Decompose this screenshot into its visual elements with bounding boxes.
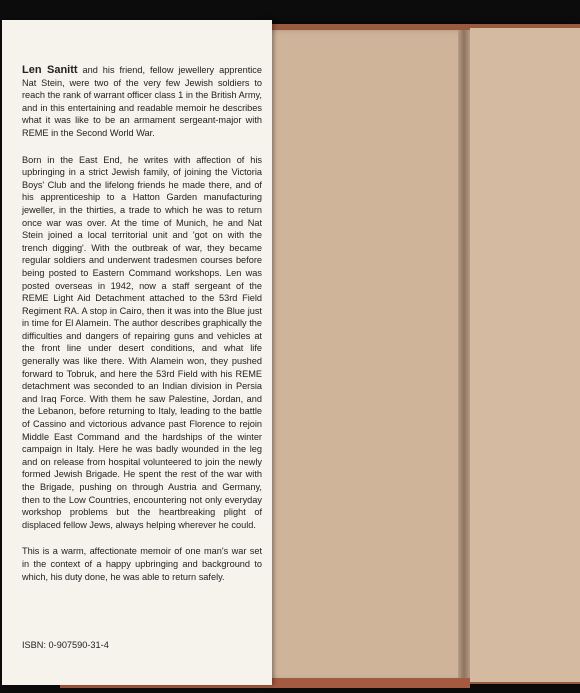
endpaper-page [270, 30, 468, 680]
flyleaf-page [470, 28, 580, 682]
author-name: Len Sanitt [22, 64, 78, 76]
blurb-paragraph-3: This is a warm, affectionate memoir of one man's war set in the context of a happy upbringing and background to which, his duty done, he was able to return safely. [22, 546, 262, 582]
dust-jacket-flap [2, 20, 272, 685]
flap-blurb [22, 64, 262, 597]
blurb-paragraph-1 [22, 64, 262, 140]
blurb-paragraph-2: Born in the East End, he writes with affection of his upbringing in a strict Jewish family, of joining the Victoria Boys' Club and the lifelong friends he made there, and of his apprenticeship to a Hatton Garden manufacturing jeweller, in the thirties, a trade to which he was to return once war was over. At the time of Munich, he and Nat Stein joined a local territorial unit and 'got on with the trench digging'. With the outbreak of war, they became regular soldiers and underwent tradesmen courses before being posted to Eastern Command workshops. Len was posted overseas in 1942, now a staff sergeant of the REME Light Aid Detachment attached to the 53rd Field Regiment RA. A stop in Cairo, then it was into the Blue just in time for El Alamein. The author describes graphically the difficulties and dangers of repairing guns and vehicles at the front line under desert conditions, and what life generally was like there. With Alamein won, they pushed forward to Tobruk, and here the 53rd Field with his REME detachment was seconded to an Indian division in Persia and Iraq Force. With them he saw Palestine, Jordan, and the Lebanon, before returning to Italy, leading to the battle of Cassino and victorious advance past Florence to rejoin Middle East Command and the hardships of the winter campaign in Italy. Here he was badly wounded in the leg and on release from hospital volunteered to join the newly formed Jewish Brigade. He spent the rest of the war with the Brigade, pushing on through Austria and Germany, then to the Low Countries, encountering not only everyday workshop problems but the heartbreaking plight of displaced fellow Jews, always helping wherever he could. [22, 154, 262, 530]
blurb-intro: and his friend, fellow jewellery apprentice Nat Stein, were two of the very few Jewish soldiers to reach the rank of warrant officer class 1 in the British Army, and in this entertaining and readable memoir he describes what it was like to be an armament sergeant-major with REME in the Second World War. [22, 65, 262, 138]
book-gutter [458, 30, 470, 680]
isbn-number: ISBN: 0-907590-31-4 [22, 640, 109, 650]
